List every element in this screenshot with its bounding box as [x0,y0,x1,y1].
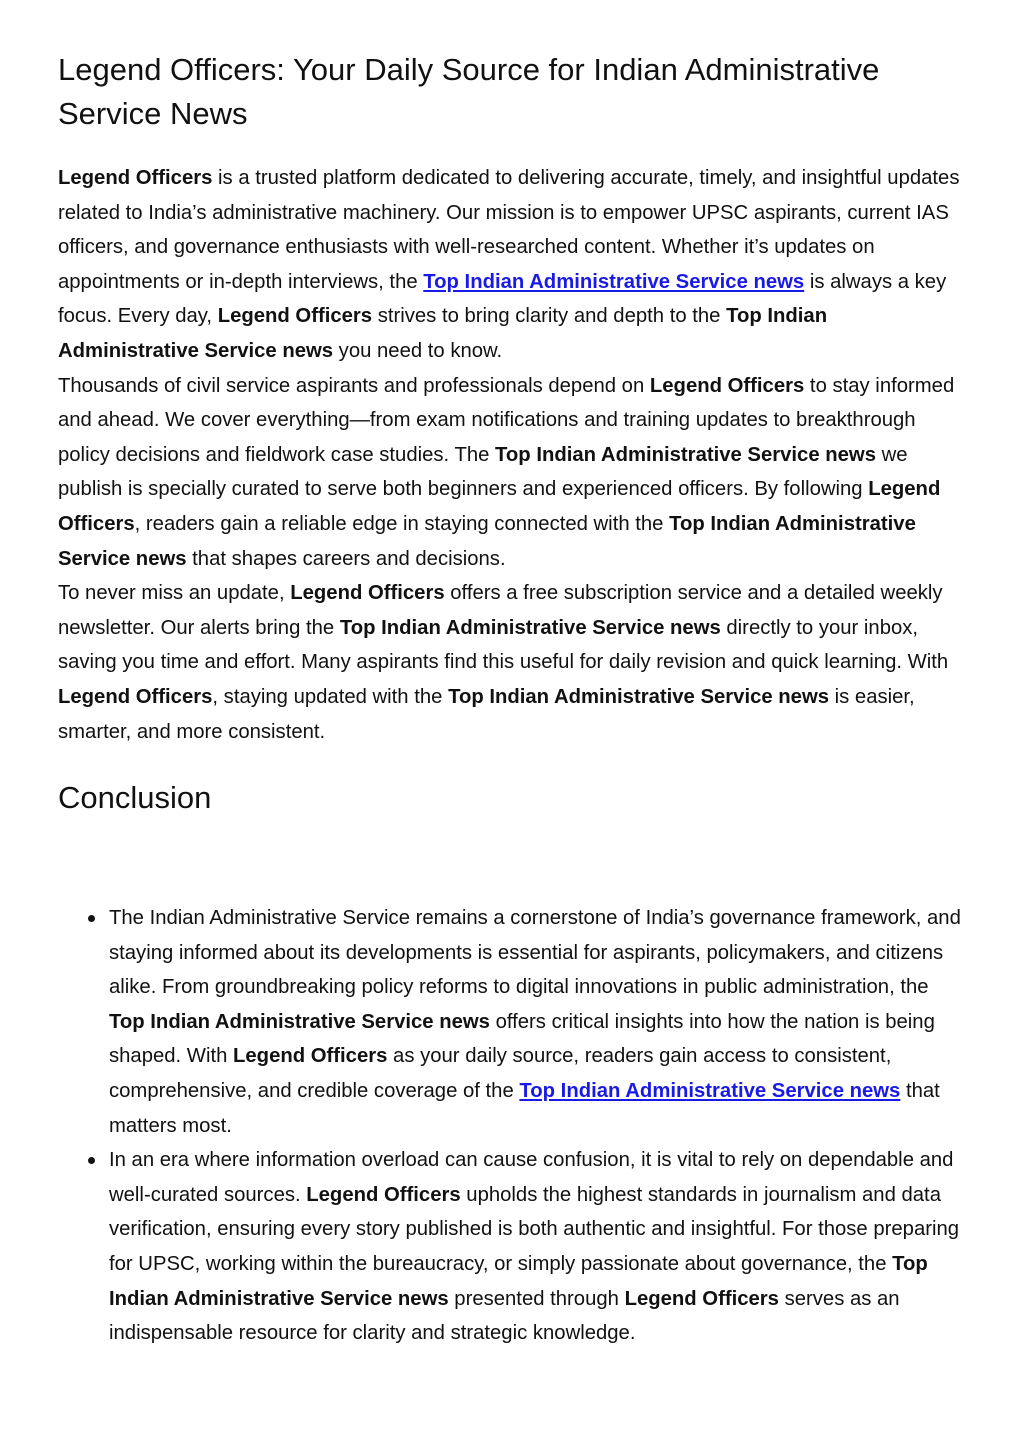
text-run: as your daily source, readers gain access to consistent, comprehensive, and credible coverage of the [109,1045,892,1102]
keyword-bold: Top Indian Administrative Service news [339,616,721,639]
conclusion-list [58,901,968,1351]
text-run: we publish is specially curated to serve both beginners and experienced officers. By following [58,443,908,501]
keyword-bold: Top Indian Administrative Service news [58,305,828,362]
text-run: strives to bring clarity and depth to the [372,305,727,328]
brand-name: Legend Officers [58,478,941,535]
text-run: , staying updated with the [212,685,449,708]
brand-name: Legend Officers [290,582,445,605]
brand-name: Legend Officers [217,305,373,328]
keyword-bold: Top Indian Administrative Service news [109,1252,928,1310]
conclusion-item-text [109,1149,959,1344]
text-run: is always a key focus. Every day, [58,270,947,328]
paragraph-audience [58,369,963,577]
text-run: serves as an indispensable resource for clarity and strategic knowledge. [109,1287,900,1345]
text-run: presented through [448,1287,625,1310]
brand-name: Legend Officers [624,1287,779,1310]
brand-name: Legend Officers [649,374,805,397]
text-run: is easier, smarter, and more consistent. [58,685,915,743]
keyword-link[interactable]: Top Indian Administrative Service news [519,1079,901,1102]
text-run: To never miss an update, [58,582,291,605]
text-run: directly to your inbox, saving you time and effort. Many aspirants find this useful for daily revision and quick learning. With [58,616,949,674]
text-run: upholds the highest standards in journalism and data verification, ensuring every story published is both authentic and insightful. For those preparing for UPSC, working within the bureaucracy, or simply passionate about governance, the [109,1183,960,1275]
text-run: you need to know. [333,339,503,362]
keyword-bold: Top Indian Administrative Service news [58,512,916,570]
brand-name: Legend Officers [306,1183,461,1206]
keyword-bold: Top Indian Administrative Service news [109,1010,490,1033]
brand-name: Legend Officers [58,167,213,189]
conclusion-item [58,901,968,1143]
brand-name: Legend Officers [58,685,213,708]
conclusion-heading: Conclusion [58,780,212,815]
page-title: Legend Officers: Your Daily Source for Indian Administrative Service News [58,52,880,131]
text-run: offers a free subscription service and a detailed weekly newsletter. Our alerts bring the [58,582,943,639]
brand-name: Legend Officers [233,1045,388,1068]
text-run: , readers gain a reliable edge in staying connected with the [134,512,670,535]
text-run: to stay informed and ahead. We cover everything—from exam notifications and training updates to breakthrough policy decisions and fieldwork case studies. The [58,374,955,466]
text-run: is a trusted platform dedicated to delivering accurate, timely, and insightful updates related to India’s administrative machinery. Our mission is to empower UPSC aspirants, current IAS officers, and governance enthusiasts with well-researched content. Whether it’s updates on appointments or in-depth interviews, the [58,167,960,293]
keyword-link[interactable]: Top Indian Administrative Service news [423,270,805,293]
bullet-icon [88,1157,95,1164]
keyword-bold: Top Indian Administrative Service news [495,443,876,466]
paragraph-subscription [58,576,963,749]
text-run: that matters most. [109,1079,940,1137]
conclusion-item-text [109,907,961,1137]
keyword-bold: Top Indian Administrative Service news [448,685,829,708]
text-run: In an era where information overload can cause confusion, it is vital to rely on dependable and well-curated sources. [109,1149,954,1206]
article-body [58,161,963,749]
text-run: Thousands of civil service aspirants and professionals depend on [58,374,650,397]
paragraph-intro [58,161,963,369]
bullet-icon [88,915,95,922]
text-run: The Indian Administrative Service remains a cornerstone of India’s governance framework, and staying informed about its developments is essential for aspirants, policymakers, and citizens alike. From groundbreaking policy reforms to digital innovations in public administration, the [109,907,961,999]
text-run: offers critical insights into how the nation is being shaped. With [109,1010,935,1068]
text-run: that shapes careers and decisions. [186,547,506,570]
conclusion-item [58,1143,968,1351]
